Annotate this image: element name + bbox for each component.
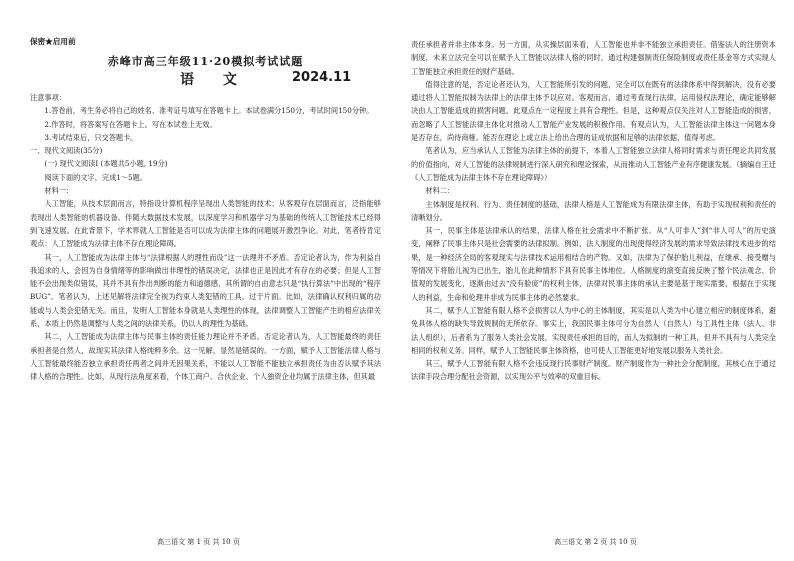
reading-instruction: 阅读下面的文字，完成1～5题。 <box>44 172 147 182</box>
subject-line <box>30 69 381 91</box>
material-1-label: 材料一： <box>44 186 74 196</box>
paragraph: 其一，民事主体是法律承认的结果，法律人格在社会需求中不断扩张。从“人可非人”到“非人可人”的历史演变，阐释了民事主体只是社会需要的法律拟制。例如，法人制度的出现使得经济发展的需求导致法律技术进步的结果，是一种经济全局的客观现实与法律技术运用相结合的产物。又如，法律为了保护胎儿利益，在继承、接受赠与等情况下将胎儿视为已出生，胎儿在此种情形下具有民事主体地位。人格制度的演变直接反映了整个民法观念、价值观的发展变化，逐渐由过去“没有脸庞”的权利主体，法律对民事主体的承认主要是基于现实需要，根据在于实现人的利益，生命和伦理并非成为民事主体的必然要求。 <box>411 226 776 302</box>
paragraph: 笔者认为，应当承认人工智能为法律主体的前提下，本着人工智能独立法律人格同时需求与责任理论共同发展的价值指向，对人工智能的法律规制进行深入研究和理论探索，从而推动人工智能产业有序健康发展。（摘编自王迁《人工智能成为法律主体不存在理论障碍》） <box>411 146 776 182</box>
paragraph: 其三，赋予人工智能有限人格不会违反现行民事财产制度。财产制度作为一种社会分配制度，其核心在于通过法律手段合理分配社会资源，以实现公平与效率的双重目标。 <box>411 359 776 382</box>
paragraph: 其二，人工智能成为法律主体与民事主体的责任能力理论并不矛盾。否定论者认为，人工智能最终的责任承担者是自然人，故现实其法律人格纯粹多余。这一见解，显然是错误的。一方面，赋予人工智能法律人格与人工智能最终能否独立承担责任两者之间并无因果关系，不能以人工智能不能独立承担责任为由否认赋予其法律人格的合理性。比如，从现行法角度来看，个体工商户、合伙企业、个人独资企业均属于法律主体，但其最 <box>30 332 381 382</box>
paragraph: 人工智能，从技术层面而言，特指设计算机程序呈现出人类智能的技术；从客观存在层面而言，泛指能够表现出人类智能的机器设备。伴随大数据技术发展，以深度学习和机器学习为基础的传统人工智能技术已经得到飞速发展。在此背景下，学术界就人工智能是否可以成为法律主体的问题展开激烈争论。对此，笔者持肯定观点：人工智能成为法律主体不存在理论障碍。 <box>30 199 381 249</box>
paragraph: 其二，赋予人工智能有限人格不会损害以人为中心的主体制度，其实是以人类为中心建立相应的制度体系，避免具体人格的缺失导致规制的无所依存。事实上，我国民事主体可分为自然人（自然人）与工具性主体（法人、非法人组织），后者系为了服务人类社会发展，实现责任承担的目的，而人为拟制的一种工具，但并不具有与人类完全相同的权利义务。同样，赋予人工智能民事主体资格，也可使人工智能更好地发展以服务人类社会。 <box>411 305 776 355</box>
paragraph: 责任承担者并非主体本身。另一方面，从实操层面来看，人工智能也并非不能独立承担责任。借鉴法人的注册资本制度，未来立法完全可以在赋予人工智能以法律人格的同时，通过构建强制责任保险制度或责任基金等方式实现人工智能独立承担责任的财产基础。 <box>411 40 776 76</box>
section-heading: 一、现代文阅读(35分) <box>30 146 103 156</box>
page-footer-left: 高三语文 第 1 页 共 10 页 <box>157 538 240 546</box>
note-item-1: 1.答卷前，考生务必将自己的姓名、准考证号填写在答题卡上。本试卷满分150分，考试时间150分钟。 <box>44 106 374 116</box>
notes-heading: 注意事项： <box>30 93 66 102</box>
subsection-heading: (一) 现代文阅读Ⅰ (本题共5小题, 19分) <box>44 159 168 169</box>
confidential-mark: 保密★启用前 <box>30 37 76 46</box>
subject-title: 语 文 <box>180 72 249 88</box>
paragraph: 值得注意的是，否定论者还认为，人工智能所引发的问题，完全可以在既有的法律体系中得到解决，没有必要通过将人工智能拟制为法律上的法律主体予以应对。客观而言，通过考查现行法律，运用侵权法理论，确定能够解决由人工智能造成的损害问题，此观点在一定程度上具有合理性。但是，这种观点仅关注对人工智能造成的损害，而忽略了人工智能法律主体化对推动人工智能产业发展的积极作用。有观点认为，人工智能法律主体这一问题本身是否存在，尚待商榷。能否在理论上或立法上给出合理的证成依据和足够的法律依据，值得考虑。 <box>411 79 776 143</box>
exam-title: 赤峰市高三年级11·20模拟考试试题 <box>107 55 304 68</box>
page-footer-right: 高三语文 第 2 页 共 10 页 <box>554 538 637 546</box>
paragraph: 其一，人工智能成为法律主体与“法律根据人的理性而设”这一法理并不矛盾。否定论者认为，作为利益自我追求的人，会因为自身情绪等的影响做出非理性的错误决定，法律也正是因此才有存在的必要；但是人工智能不会出现类似错误，其并不具有作出判断的能力和道德感，其所谓的自由意志只是“执行算法”中出现的“程序BUG”。笔者认为，上述见解将法律完全视为约束人类犯错的工具，过于片面。比如，法律确认权利归属的功能或与人类会犯错无关。而且，发明人工智能本身就是人类理性的体现，法律调整人工智能产生的相应法律关系，本质上仍然是调整与人类之间的法律关系，仍以人的理性为基础。 <box>30 252 381 329</box>
right-page <box>397 0 794 561</box>
note-item-3: 3.考试结束后，只交答题卡。 <box>44 132 138 142</box>
note-item-2: 2.作答时，将答案写在答题卡上。写在本试卷上无效。 <box>44 119 217 129</box>
material-2-label: 材料二： <box>425 186 455 196</box>
paragraph: 主体制度是权利、行为、责任制度的基础，法律人格是人工智能成为有限法律主体，有助于实现权利和责任的清晰划分。 <box>411 199 776 222</box>
exam-date: 2024.11 <box>292 70 352 85</box>
